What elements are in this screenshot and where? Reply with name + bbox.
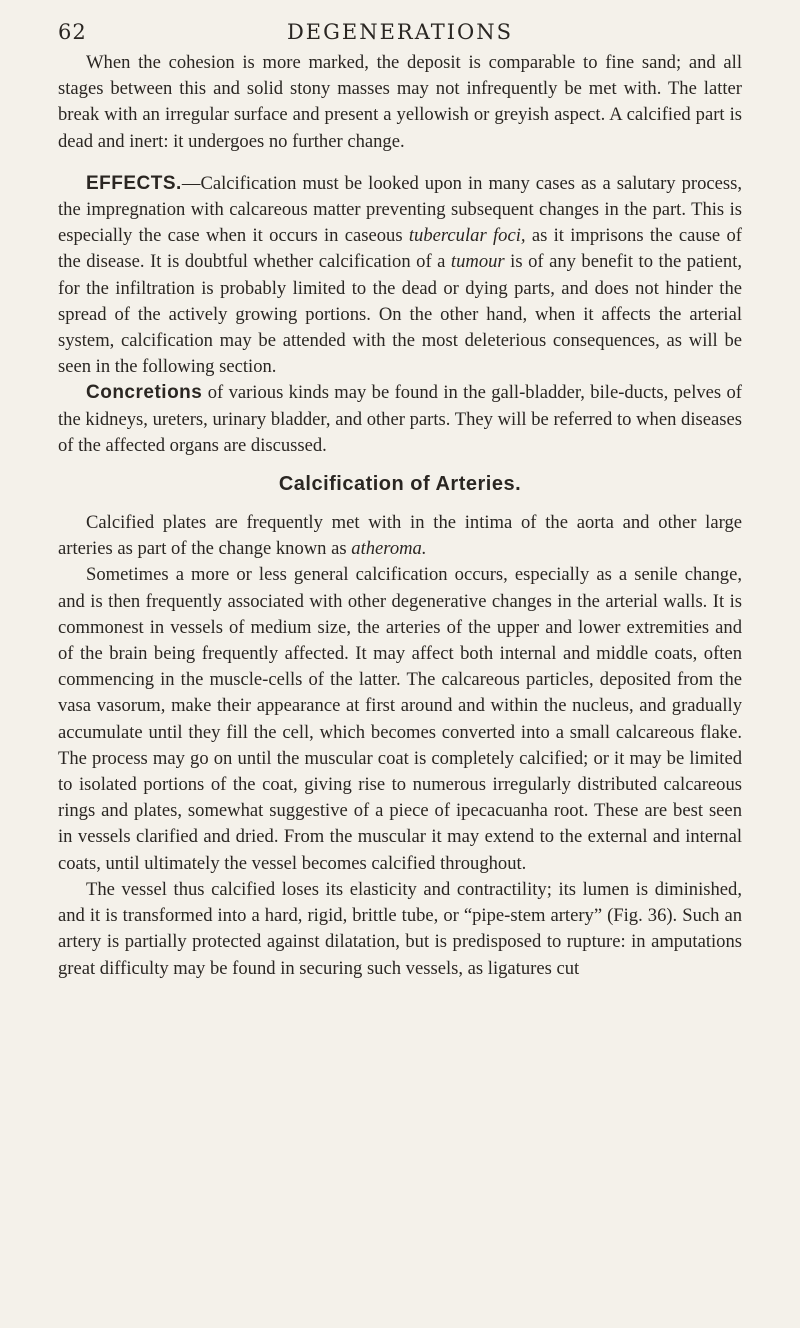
calcified-plates-text: Calcified plates are frequently met with in the intima of the aorta and other large arteries as part of the change known as bbox=[58, 512, 742, 560]
vessel-calcified-text: The vessel thus calcified loses its elasticity and contractility; its lumen is diminished, and it is transformed into a hard, rigid, brittle tube, or “pipe-stem artery” (Fig. 36). Such an artery is partially protected against dilatation, but is predisposed to rupture: in amputations great difficulty may be found in securing such vessels, as ligatures cut bbox=[58, 878, 742, 979]
running-head bbox=[58, 16, 742, 50]
calcified-plates-italic-atheroma: atheroma. bbox=[351, 538, 427, 560]
paragraph-gap bbox=[58, 155, 742, 171]
concretions-text: of various kinds may be found in the gall-bladder, bile-ducts, pelves of the kidneys, ureters, urinary bladder, and other parts. They will be referred to when diseases of the affected organs are discussed. bbox=[58, 382, 742, 456]
paragraph-cohesion bbox=[58, 50, 742, 155]
effects-heading: EFFECTS. bbox=[86, 172, 182, 194]
paragraph-concretions bbox=[58, 380, 742, 459]
section-title: Calcification of Arteries. bbox=[278, 473, 522, 496]
effects-italic-tumour: tumour bbox=[450, 251, 505, 273]
page-number: 62 bbox=[58, 20, 87, 44]
running-title: DEGENERATIONS bbox=[286, 20, 514, 44]
effects-text-2: as it imprisons the cause of the disease. It is doubtful whether calcification of a bbox=[58, 225, 742, 273]
effects-text-3: is of any benefit to the patient, for the infiltration is probably limited to the dead or dying parts, and does not hinder the spread of the actively growing portions. On the other hand, when it affects the arterial system, calcification may be attended with the most deleterious consequences, as will be seen in the following section. bbox=[58, 251, 743, 378]
senile-change-text: Sometimes a more or less general calcification occurs, especially as a senile change, and is then frequently associated with other degenerative changes in the arterial walls. It is commonest in vessels of medium size, the arteries of the upper and lower extremities and of the brain being frequently affected. It may affect both internal and middle coats, often commencing in the muscle-cells of the latter. The calcareous particles, deposited from the vasa vasorum, make their appearance at first around and within the nucleus, and gradually accumulate until they fill the cell, which becomes converted into a small calcareous flake. The process may go on until the muscular coat is completely calcified; or it may be limited to isolated portions of the coat, giving rise to numerous irregularly distributed calcareous rings and plates, somewhat suggestive of a piece of ipecacuanha root. These are best seen in vessels clarified and dried. From the muscular it may extend to the external and internal coats, until ultimately the vessel becomes calcified throughout. bbox=[58, 564, 742, 874]
concretions-heading: Concretions bbox=[86, 382, 203, 404]
effects-text-1: —Calcification must be looked upon in many cases as a salutary process, the impregnation with calcareous matter preventing subsequent changes in the part. This is especially the case when it occurs in caseous bbox=[58, 172, 742, 247]
paragraph-effects bbox=[58, 171, 742, 381]
paragraph-senile-change bbox=[58, 562, 742, 876]
paragraph-vessel-calcified bbox=[58, 877, 742, 982]
paragraph-cohesion-text: When the cohesion is more marked, the deposit is comparable to fine sand; and all stages between this and solid stony masses may not infrequently be met with. The latter break with an irregular surface and present a yellowish or greyish aspect. A calcified part is dead and inert: it undergoes no further change. bbox=[58, 52, 742, 152]
paragraph-calcified-plates bbox=[58, 510, 742, 562]
effects-italic-tubercular: tubercular foci, bbox=[408, 225, 526, 247]
